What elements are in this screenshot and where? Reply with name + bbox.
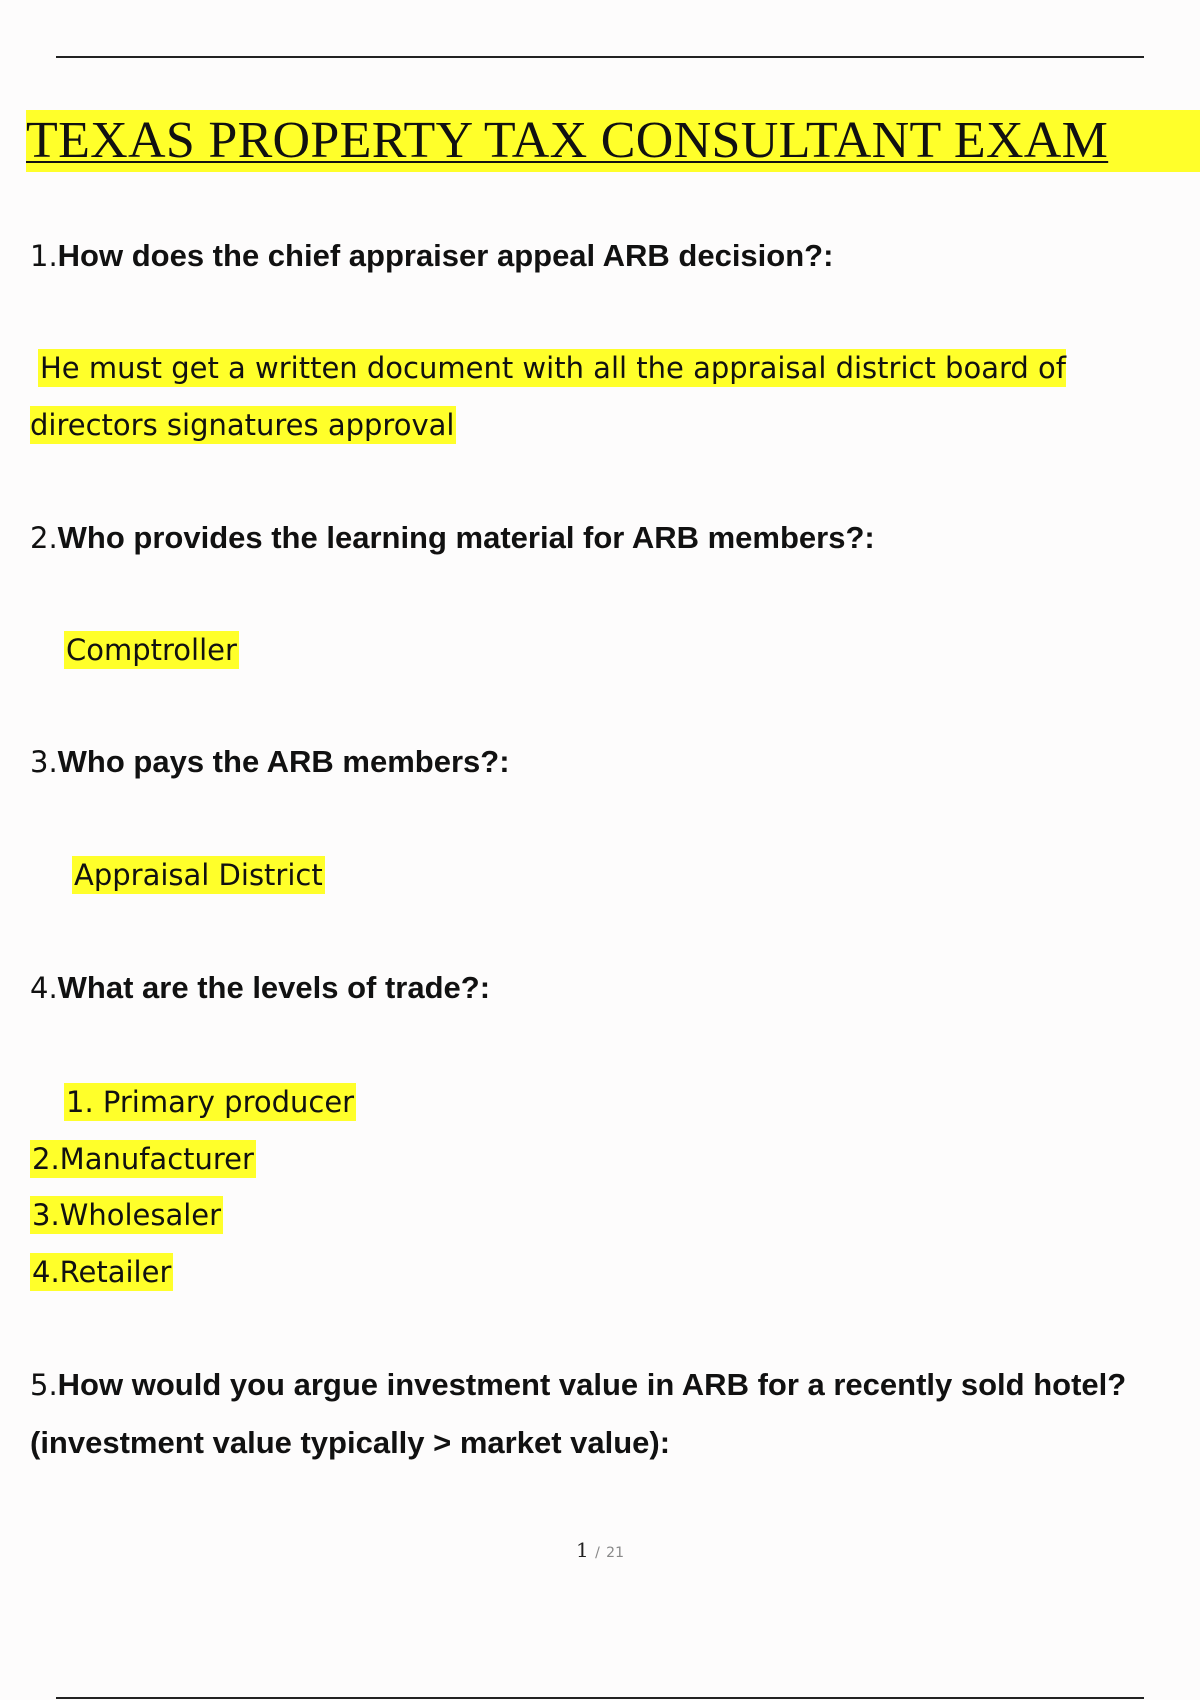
list-item: 4.Retailer — [32, 1255, 172, 1289]
answer-2 — [64, 630, 239, 670]
answer-text: He must get a written document with all the appraisal district board of directors signatures approval — [30, 351, 1066, 442]
question-1 — [30, 238, 833, 274]
question-3 — [30, 744, 510, 780]
question-text: How would you argue investment value in ARB for a recently sold hotel? (investment value typically > market value): — [30, 1367, 1127, 1460]
question-4 — [30, 970, 490, 1006]
question-number: 4. — [30, 971, 58, 1005]
question-text: Who provides the learning material for ARB members?: — [57, 520, 875, 555]
total-pages: 21 — [606, 1545, 624, 1561]
question-number: 1. — [30, 239, 58, 273]
list-item: 1. Primary producer — [66, 1085, 355, 1119]
answer-4-item-1 — [64, 1082, 356, 1122]
question-text: How does the chief appraiser appeal ARB decision?: — [57, 238, 834, 273]
top-rule — [56, 56, 1144, 58]
answer-text: Comptroller — [66, 633, 237, 667]
list-item: 2.Manufacturer — [32, 1142, 254, 1176]
question-number: 2. — [30, 521, 58, 555]
question-5 — [30, 1356, 1180, 1471]
answer-4-item-2 — [30, 1139, 256, 1179]
answer-text: Appraisal District — [74, 858, 323, 892]
list-item: 3.Wholesaler — [32, 1198, 222, 1232]
question-text: Who pays the ARB members?: — [57, 744, 510, 779]
title-highlight — [26, 110, 1200, 172]
question-text: What are the levels of trade?: — [57, 970, 491, 1005]
question-number: 3. — [30, 745, 58, 779]
bottom-rule — [56, 1697, 1144, 1699]
answer-3 — [72, 855, 325, 895]
question-2 — [30, 520, 875, 556]
answer-1 — [30, 340, 1190, 454]
question-number: 5. — [30, 1368, 58, 1402]
document-title: TEXAS PROPERTY TAX CONSULTANT EXAM — [26, 112, 1109, 169]
page-separator: / — [595, 1545, 600, 1561]
answer-4-item-4 — [30, 1252, 173, 1292]
current-page: 1 — [576, 1538, 589, 1562]
answer-4-item-3 — [30, 1195, 223, 1235]
page-indicator — [0, 1538, 1200, 1562]
